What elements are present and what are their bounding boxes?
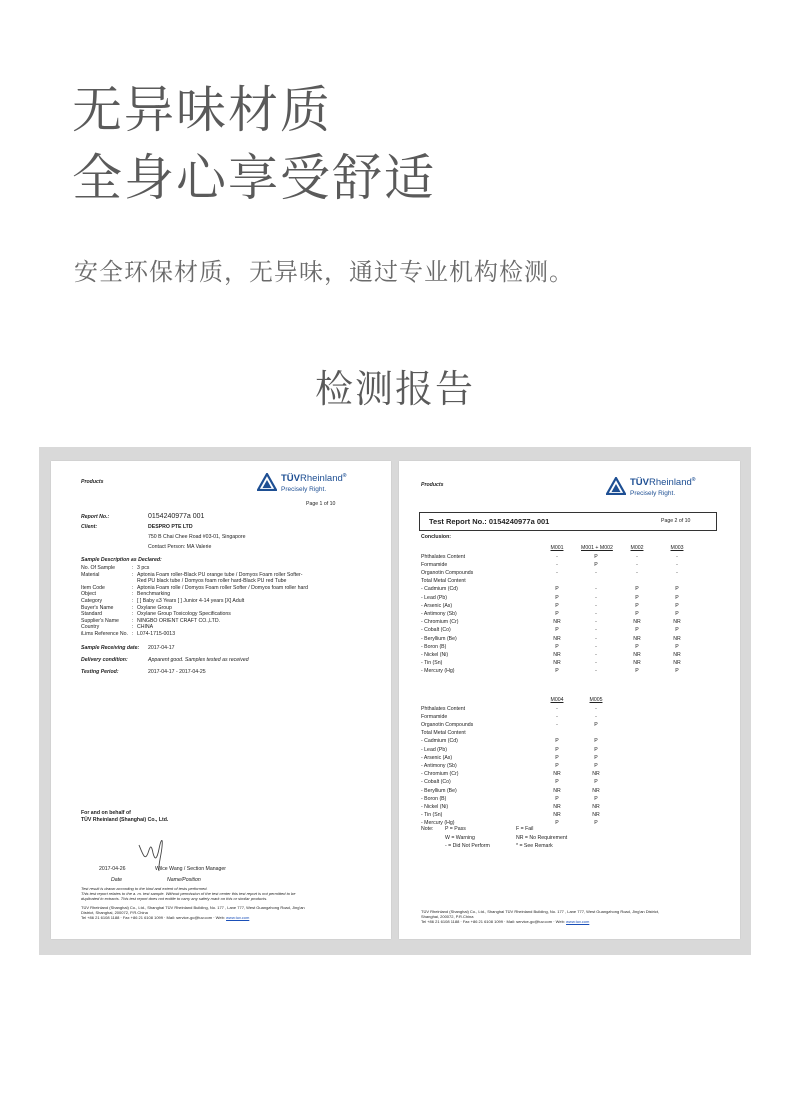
table-row (421, 763, 721, 770)
table-row (421, 730, 721, 737)
client-name: DESPRO PTE LTD (148, 524, 193, 530)
table-cell: - (595, 651, 597, 658)
table-cell: NR (553, 635, 561, 642)
table-row (421, 611, 721, 618)
table-cell: P (555, 754, 559, 761)
row-label: - Cadmium (Cd) (421, 738, 458, 745)
table-cell: NR (553, 771, 561, 778)
table-cell: P (555, 779, 559, 786)
table-cell: NR (592, 803, 600, 810)
field-colon: : (132, 624, 134, 631)
table-cell: - (595, 627, 597, 634)
field-key: Material (81, 571, 100, 578)
row-label: - Mercury (Hg) (421, 820, 455, 827)
legend-entry: F = Fail (516, 826, 534, 832)
table-row (421, 644, 721, 651)
column-header: M003 (670, 545, 684, 551)
column-header: M001 (550, 545, 564, 551)
table-cell: - (595, 610, 597, 617)
table-cell: P (635, 610, 639, 617)
table-cell: - (556, 721, 558, 728)
field-value: NINGBO ORIENT CRAFT CO.,LTD. (137, 617, 221, 624)
table-row (421, 652, 721, 659)
table-row (421, 603, 721, 610)
report-page-2 (399, 461, 740, 939)
table-row (421, 779, 721, 786)
table-row (421, 788, 721, 795)
tuv-triangle-icon (257, 473, 277, 491)
tuv-website-link[interactable]: www.tuv.com (226, 915, 250, 920)
table-cell: P (555, 627, 559, 634)
table-cell: P (635, 643, 639, 650)
table-cell: P (675, 610, 679, 617)
table-cell: P (555, 586, 559, 593)
tuv-logo (257, 471, 359, 501)
field-value: Oxylane Group (137, 604, 172, 611)
table-cell: - (556, 553, 558, 560)
note-label: Note: (421, 826, 434, 832)
table-cell: P (635, 627, 639, 634)
table-cell: P (594, 820, 598, 827)
row-label: - Cobalt (Co) (421, 627, 451, 634)
table-cell: - (595, 586, 597, 593)
row-label: - Nickel (Ni) (421, 803, 449, 810)
table-header-row (421, 697, 721, 704)
row-label: Organotin Compounds (421, 569, 474, 576)
table-cell: P (675, 627, 679, 634)
field-value: 3 pcs (137, 565, 150, 571)
field-colon: : (132, 584, 134, 591)
field-value: Aptonia Foam rolle / Domyos Foam roller Softer / Domyos foam roller hard (137, 584, 308, 591)
report-panel (39, 447, 751, 955)
field-value: CHINA (137, 624, 154, 631)
table-cell: P (594, 553, 598, 560)
table-cell: P (594, 795, 598, 802)
table-row (421, 578, 721, 585)
headline-line-1: 无异味材质 (72, 81, 332, 139)
table-cell: P (555, 602, 559, 609)
client-address: 750 B Chai Chee Road #03-01, Singapore (148, 534, 246, 540)
table-cell: NR (592, 771, 600, 778)
table-cell: NR (673, 651, 681, 658)
table-cell: P (675, 594, 679, 601)
table-row (421, 796, 721, 803)
table-cell: - (595, 594, 597, 601)
row-label: - Cadmium (Cd) (421, 586, 458, 593)
page2-footer: TÜV Rheinland (Shanghai) Co., Ltd., Shanghai TÜV Rheinland Building, No. 177 , Lane 777, West Guangzhong Road, Jing'an District, Shanghai, 200072, P.R.China Tel +86 21 6108 1188 · Fax +86 21 6108 1099 · Mail: service-gc@tuv.com · Web: www.tuv.com (421, 909, 660, 924)
legend-entry: P = Pass (445, 826, 466, 832)
table-cell: NR (553, 803, 561, 810)
table-cell: NR (553, 660, 561, 667)
table-cell: P (675, 643, 679, 650)
row-label: Phthalates Content (421, 553, 466, 560)
receiving-date: 2017-04-17 (148, 645, 175, 651)
field-colon: : (132, 565, 134, 571)
table-cell: NR (633, 660, 641, 667)
table-cell: - (556, 705, 558, 712)
sample-heading: Sample Description as Declared: (81, 557, 162, 563)
row-label: - Tin (Sn) (421, 812, 443, 819)
delivery-condition: Apparent good. Samples tested as received (148, 657, 249, 663)
table-row (421, 660, 721, 667)
table-cell: - (595, 643, 597, 650)
table-row (421, 771, 721, 778)
table-cell: - (676, 569, 678, 576)
field-key: iLims Reference No. (81, 631, 128, 637)
page1-footer: TÜV Rheinland (Shanghai) Co., Ltd., Shanghai TÜV Rheinland Building, No. 177 , Lane 777, West Guangzhong Road, Jing'an District, Shanghai, 200072, P.R.China Tel +86 21 6108 1188 · Fax +86 21 6108 1099 · Mail: service-gc@tuv.com · Web: www.tuv.com (81, 905, 305, 920)
legend-entry: * = See Remark (516, 843, 553, 849)
table-cell: P (594, 779, 598, 786)
disclaimer: Test result is drawn according to the kind and extent of tests performed. This test report relates to the a. m. test sample. Without permission of the test center this test report is not permitted to be duplicated in extracts. This test report does not entitle to carry any safety mark on this or similar products. (81, 886, 296, 901)
behalf-line-2: TÜV Rheinland (Shanghai) Co., Ltd. (81, 817, 169, 823)
field-key: Standard (81, 611, 103, 618)
table-cell: NR (673, 660, 681, 667)
row-label: Formamide (421, 561, 448, 568)
table-cell: P (555, 738, 559, 745)
behalf-line-1: For and on behalf of (81, 810, 131, 816)
table-row (421, 738, 721, 745)
row-label: Formamide (421, 713, 448, 720)
products-label: Products (421, 482, 444, 488)
row-label: Total Metal Content (421, 578, 466, 585)
field-colon: : (132, 591, 134, 598)
table-row (421, 668, 721, 675)
table-cell: NR (592, 787, 600, 794)
field-key: Country (81, 624, 100, 631)
table-cell: NR (633, 619, 641, 626)
row-label: Total Metal Content (421, 730, 466, 737)
row-label: - Antimony (Sb) (421, 610, 457, 617)
name-caption: Name/Position (167, 877, 201, 883)
table-cell: NR (633, 635, 641, 642)
table-cell: P (555, 795, 559, 802)
field-value: Aptonia Foam roller-Black PU orange tube / Domyos Foam roller Softer- (137, 571, 303, 578)
field-colon: : (132, 598, 134, 604)
table-cell: - (595, 569, 597, 576)
row-label: - Chromium (Cr) (421, 619, 459, 626)
column-header: M001 + M002 (581, 545, 613, 551)
table-cell: - (676, 561, 678, 568)
table-cell: - (595, 660, 597, 667)
row-label: - Chromium (Cr) (421, 771, 459, 778)
tuv-triangle-icon (606, 477, 626, 495)
table-cell: P (555, 746, 559, 753)
row-label: - Beryllium (Be) (421, 787, 457, 794)
table-row (421, 714, 721, 721)
report-no-label: Report No.: (81, 514, 110, 520)
table-row (421, 804, 721, 811)
table-cell: - (595, 668, 597, 675)
row-label: - Antimony (Sb) (421, 762, 457, 769)
table-cell: NR (673, 635, 681, 642)
field-key: Object (81, 591, 96, 598)
table-cell: P (635, 594, 639, 601)
table-cell: P (555, 594, 559, 601)
tuv-brand: TÜVRheinland® (281, 473, 347, 485)
row-label: - Lead (Pb) (421, 594, 447, 601)
headline-line-2: 全身心享受舒适 (72, 149, 436, 207)
row-label: - Boron (B) (421, 643, 447, 650)
table-row (421, 812, 721, 819)
field-value: Benchmarking (137, 591, 171, 598)
table-cell: - (595, 713, 597, 720)
column-header: M004 (550, 697, 564, 703)
field-colon: : (132, 604, 134, 611)
field-key: Buyer's Name (81, 604, 114, 611)
table-cell: NR (553, 787, 561, 794)
table-row (421, 562, 721, 569)
date-caption: Date (111, 877, 122, 883)
field-value: L074-1715-0013 (137, 631, 176, 637)
table-cell: NR (553, 619, 561, 626)
field-key: Supplier's Name (81, 617, 119, 624)
page-number: Page 1 of 10 (306, 501, 336, 507)
table-cell: P (594, 762, 598, 769)
row-label: - Mercury (Hg) (421, 668, 455, 675)
row-label: - Beryllium (Be) (421, 635, 457, 642)
testing-label: Testing Period: (81, 669, 119, 675)
section-title: 检测报告 (314, 367, 475, 411)
table-cell: - (595, 705, 597, 712)
table-cell: - (556, 569, 558, 576)
testing-period: 2017-04-17 - 2017-04-25 (148, 669, 206, 675)
row-label: - Nickel (Ni) (421, 651, 449, 658)
table-cell: P (675, 668, 679, 675)
table-cell: - (556, 713, 558, 720)
receiving-label: Sample Receiving date: (81, 645, 140, 651)
table-cell: P (675, 602, 679, 609)
tuv-website-link[interactable]: www.tuv.com (566, 919, 590, 924)
table-cell: NR (633, 651, 641, 658)
report-number-box (419, 512, 717, 531)
table-cell: P (555, 762, 559, 769)
conclusion-label: Conclusion: (421, 534, 451, 540)
row-label: Organotin Compounds (421, 721, 474, 728)
report-no: 0154240977a 001 (148, 513, 205, 520)
table-cell: - (595, 619, 597, 626)
client-contact: Contact Person: MA Valerie (148, 544, 212, 550)
table-cell: P (635, 586, 639, 593)
table-row (421, 747, 721, 754)
table-cell: NR (592, 812, 600, 819)
table-cell: P (594, 738, 598, 745)
table-cell: P (555, 610, 559, 617)
field-value: Oxylane Group Toxicology Specifications (137, 611, 231, 618)
table-cell: P (635, 602, 639, 609)
field-key: Category (81, 598, 103, 604)
signature-name: Wilce Wang / Section Manager (155, 866, 227, 872)
table-cell: P (594, 746, 598, 753)
tuv-logo (606, 475, 708, 505)
report-title: Test Report No.: 0154240977a 001 (429, 517, 550, 526)
delivery-label: Delivery condition: (81, 657, 128, 663)
page-number: Page 2 of 10 (661, 518, 691, 524)
table-cell: NR (553, 651, 561, 658)
table-cell: - (595, 602, 597, 609)
table-cell: NR (553, 812, 561, 819)
table-row (421, 570, 721, 577)
field-value: Red PU black tube / Domyos foam roller hard-Black PU red Tube (137, 578, 287, 585)
table-cell: - (676, 553, 678, 560)
table-cell: - (595, 635, 597, 642)
signature-date: 2017-04-26 (99, 866, 126, 872)
row-label: - Tin (Sn) (421, 660, 443, 667)
table-cell: - (636, 561, 638, 568)
field-colon: : (132, 611, 134, 618)
legend-entry: - = Did Not Perform (445, 843, 490, 849)
field-value: [ ] Baby ≤3 Years [ ] Junior 4-14 years [X] Adult (137, 598, 245, 604)
row-label: - Boron (B) (421, 795, 447, 802)
table-cell: P (594, 754, 598, 761)
table-row (421, 554, 721, 561)
table-cell: P (594, 561, 598, 568)
tuv-tagline: Precisely Right. (281, 486, 327, 493)
table-cell: NR (673, 619, 681, 626)
report-page-1 (51, 461, 391, 939)
column-header: M005 (589, 697, 603, 703)
legend-entry: NR = No Requirement (516, 834, 568, 841)
table-cell: - (636, 569, 638, 576)
table-header-row (421, 545, 721, 552)
table-cell: P (675, 586, 679, 593)
table-row (421, 636, 721, 643)
field-key: Item Code (81, 584, 105, 591)
table-cell: P (555, 643, 559, 650)
column-header: M002 (630, 545, 644, 551)
tuv-tagline: Precisely Right. (630, 490, 676, 497)
table-row (421, 722, 721, 729)
table-cell: P (555, 820, 559, 827)
field-colon: : (132, 631, 134, 637)
field-colon: : (132, 617, 134, 624)
field-colon: : (132, 571, 134, 578)
table-row (421, 706, 721, 713)
row-label: - Lead (Pb) (421, 746, 447, 753)
table-cell: P (635, 668, 639, 675)
table-row (421, 586, 721, 593)
row-label: - Arsenic (As) (421, 602, 453, 609)
table-row (421, 619, 721, 626)
products-label: Products (81, 479, 104, 485)
row-label: - Arsenic (As) (421, 754, 453, 761)
row-label: Phthalates Content (421, 705, 466, 712)
client-label: Client: (81, 524, 98, 530)
table-row (421, 595, 721, 602)
table-cell: - (636, 553, 638, 560)
field-key: No. Of Sample (81, 565, 116, 571)
table-cell: P (594, 721, 598, 728)
tuv-brand: TÜVRheinland® (630, 477, 696, 489)
table-cell: - (556, 561, 558, 568)
row-label: - Cobalt (Co) (421, 779, 451, 786)
table-cell: P (555, 668, 559, 675)
table-row (421, 820, 721, 827)
table-row (421, 627, 721, 634)
table-row (421, 755, 721, 762)
subtitle: 安全环保材质，无异味，通过专业机构检测。 (74, 258, 574, 286)
legend-entry: W = Warning (445, 834, 475, 841)
